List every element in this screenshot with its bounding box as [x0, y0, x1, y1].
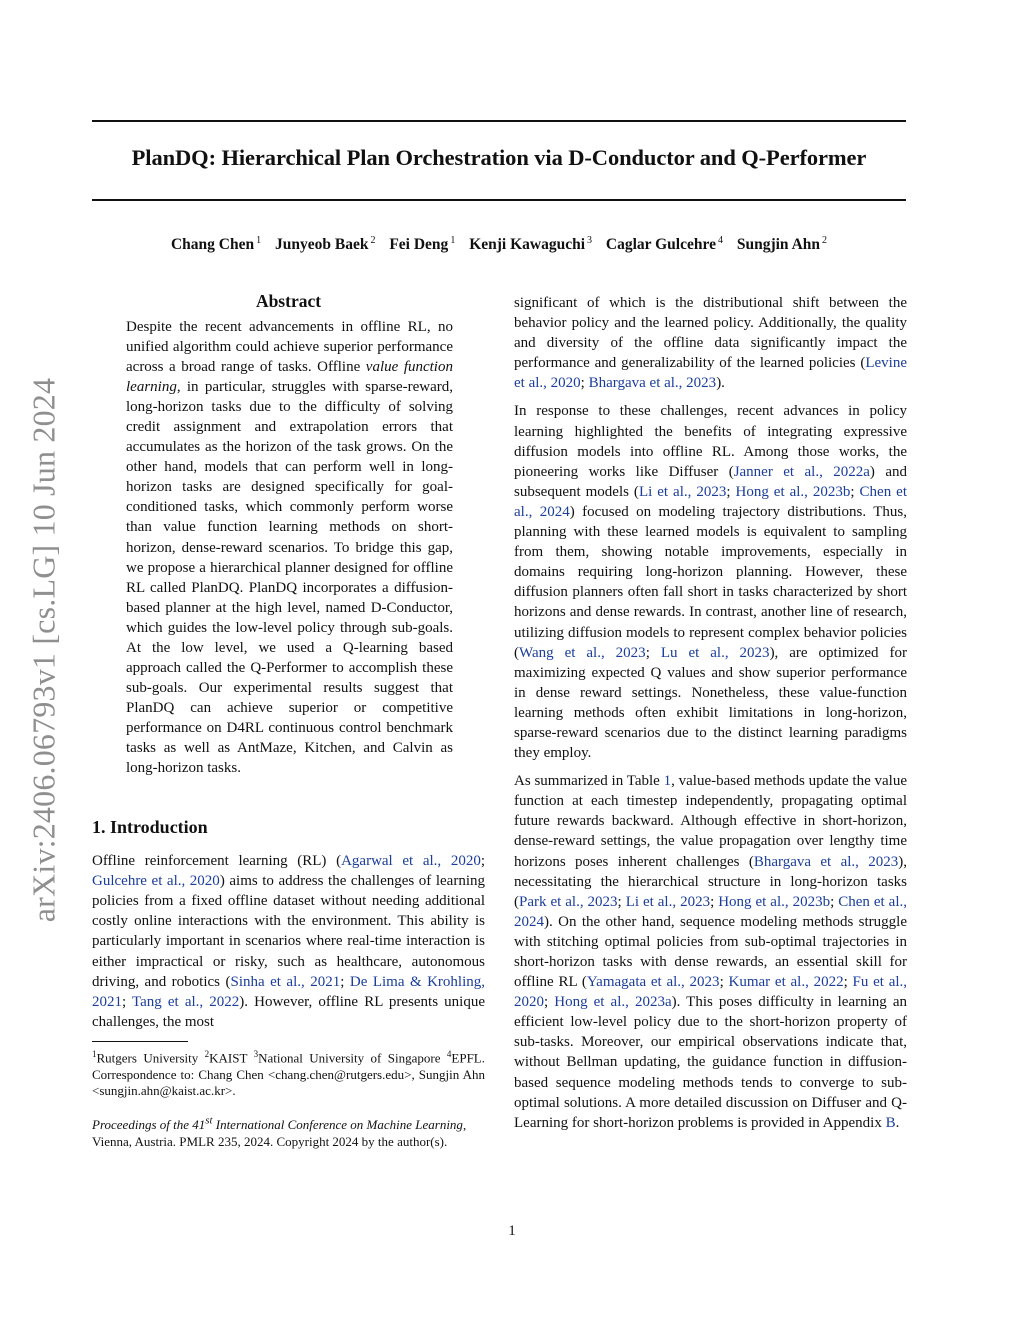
- citation-link[interactable]: Bhargava et al., 2023: [588, 375, 717, 392]
- author-name: Caglar Gulcehre: [605, 236, 716, 254]
- author-affiliation: 1: [256, 235, 262, 246]
- author-affiliation: 2: [370, 235, 376, 246]
- proceedings-note: Proceedings of the 41st International Conference on Machine Learning, Vienna, Austria. PMLR 235, 2024. Copyright 2024 by the author(s).: [92, 1115, 467, 1149]
- author-affiliation: 2: [822, 235, 827, 246]
- paper-title: PlanDQ: Hierarchical Plan Orchestration via D-Conductor and Q-Performer: [131, 145, 867, 170]
- citation-link[interactable]: Li et al., 2023: [638, 483, 727, 500]
- table-reference-link[interactable]: 1: [663, 773, 672, 790]
- citation-link[interactable]: Wang et al., 2023: [519, 644, 646, 661]
- author-affiliation: 1: [450, 235, 456, 246]
- citation-link[interactable]: Hong et al., 2023b: [735, 483, 851, 500]
- citation-link[interactable]: Yamagata et al., 2023: [586, 974, 720, 991]
- citation-link[interactable]: Hong et al., 2023b: [718, 893, 831, 910]
- citation-link[interactable]: Li et al., 2023: [625, 893, 711, 910]
- citation-link[interactable]: Lu et al., 2023: [660, 644, 770, 661]
- emphasis: value function learning: [126, 359, 453, 396]
- body-paragraph: significant of which is the distributional shift between the behavior policy and the learned policy. Additionally, the quality and diversity of the offline data significantly impact the performance and generalizability of the learned policies (Levine et al., 2020; Bhargava et al., 2023).: [514, 295, 907, 392]
- author-name: Fei Deng: [389, 236, 449, 254]
- citation-link[interactable]: Fu et al., 2020: [514, 974, 908, 1011]
- body-paragraph: As summarized in Table 1, value-based methods update the value function at each timestep independently, propagating optimal future rewards backward. Although effective in short-horizon, dense-reward settings, the value propagation over lengthy time horizons poses inherent challenges (Bhargava et al., 2023), necessitating the hierarchical structure in long-horizon tasks (Park et al., 2023; Li et al., 2023; Hong et al., 2023b; Chen et al., 2024). On the other hand, sequence modeling methods struggle with stitching optimal policies from sub-optimal trajectories in short-horizon tasks with dense rewards, an essential skill for offline RL (Yamagata et al., 2023; Kumar et al., 2022; Fu et al., 2020; Hong et al., 2023a). This poses difficulty in learning an efficient low-level policy due to the short-horizon property of sub-tasks. Moreover, our empirical observations indicate that, without Bellman updating, the guidance function in diffusion-based sequence modeling methods tends to converge to sub-optimal solutions. A more detailed discussion on Diffuser and Q-Learning for short-horizon problems is provided in Appendix B.: [514, 773, 908, 1131]
- footnote-rule: [92, 1041, 188, 1042]
- author-name: Chang Chen: [170, 236, 255, 254]
- title-top-rule: [92, 120, 906, 122]
- section-heading-introduction: 1. Introduction: [92, 817, 208, 838]
- author-affiliation: 3: [587, 235, 593, 246]
- author-affiliation: 4: [717, 235, 723, 246]
- author-name: Junyeob Baek: [274, 236, 369, 254]
- arxiv-identifier: arXiv:2406.06793v1 [cs.LG] 10 Jun 2024: [25, 377, 62, 923]
- citation-link[interactable]: Tang et al., 2022: [132, 993, 240, 1010]
- citation-link[interactable]: Chen et al., 2024: [514, 483, 907, 520]
- right-column: [514, 293, 907, 1133]
- appendix-reference-link[interactable]: B: [885, 1114, 896, 1131]
- body-paragraph: In response to these challenges, recent advances in policy learning highlighted the benefits of integrating expressive diffusion models into offline RL. Among those works, the pioneering works like Diffuser (Janner et al., 2022a) and subsequent models (Li et al., 2023; Hong et al., 2023b; Chen et al., 2024) focused on modeling trajectory distributions. Thus, planning with these learned models is equivalent to sampling from them, showing notable improvements, especially in domains requiring long-horizon planning. However, these diffusion planners often fall short in tasks characterized by short horizons and dense rewards. In contrast, another line of research, utilizing diffusion models to represent complex behavior policies (Wang et al., 2023; Lu et al., 2023), are optimized for maximizing expected Q values and show superior performance in dense reward settings. Nonetheless, these value-function learning methods often exhibit limitations in long-horizon, sparse-reward scenarios due to the distinct learning paradigms they employ.: [514, 403, 908, 762]
- citation-link[interactable]: Bhargava et al., 2023: [753, 853, 899, 870]
- citation-link[interactable]: Gulcehre et al., 2020: [92, 873, 220, 890]
- page-number: 1: [508, 1223, 516, 1239]
- author: [389, 236, 455, 253]
- citation-link[interactable]: Levine et al., 2020: [514, 355, 907, 392]
- title-bottom-rule: [92, 199, 906, 201]
- affiliation-footnote: $^1$Rutgers University $^2$KAIST $^3$National University of Singapore $^4$EPFL. Correspondence to: Chang Chen <chang.chen@rutgers.edu>, Sungjin Ahn <sungjin.ahn@kaist.ac.kr>.: [92, 1048, 485, 1098]
- author-name: Kenji Kawaguchi: [469, 236, 586, 254]
- author: [469, 236, 592, 253]
- intro-paragraph: Offline reinforcement learning (RL) (Agarwal et al., 2020; Gulcehre et al., 2020) aims to address the challenges of learning policies from a fixed offline dataset without needing additional costly online interactions with the environment. This ability is particularly important in scenarios where real-time interaction is either impractical or risky, such as healthcare, autonomous driving, and robotics (Sinha et al., 2021; De Lima & Krohling, 2021; Tang et al., 2022). However, offline RL presents unique challenges, the most: [92, 853, 485, 1030]
- left-column: [92, 290, 485, 1150]
- citation-link[interactable]: Chen et al., 2024: [514, 893, 907, 930]
- citation-link[interactable]: De Lima & Krohling, 2021: [92, 973, 485, 1010]
- citation-link[interactable]: Agarwal et al., 2020: [341, 853, 481, 870]
- author: [275, 236, 375, 253]
- author: [737, 236, 827, 253]
- abstract-body: Despite the recent advancements in offline RL, no unified algorithm could achieve superior performance across a broad range of tasks. Offline value function learning, in particular, struggles with sparse-reward, long-horizon tasks due to the difficulty of solving credit assignment and extrapolation errors that accumulates as the horizon of the task grows. On the other hand, models that can perform well in long-horizon tasks are designed specifically for goal-conditioned tasks, which commonly perform worse than value function learning methods on short-horizon, dense-reward scenarios. To bridge this gap, we propose a hierarchical planner designed for offline RL called PlanDQ. PlanDQ incorporates a diffusion-based planner at the high level, named D-Conductor, which guides the low-level policy through sub-goals. At the low level, we used a Q-learning based approach called the Q-Performer to accomplish these sub-goals. Our experimental results suggest that PlanDQ can achieve superior or competitive performance on D4RL continuous control benchmark tasks as well as AntMaze, Kitchen, and Calvin as long-horizon tasks.: [126, 319, 453, 777]
- abstract-heading: Abstract: [255, 291, 322, 311]
- citation-link[interactable]: Kumar et al., 2022: [728, 974, 844, 991]
- author: [171, 236, 261, 253]
- author-list: [92, 235, 906, 254]
- citation-link[interactable]: Hong et al., 2023a: [554, 994, 672, 1011]
- author-name: Sungjin Ahn: [736, 236, 820, 254]
- citation-link[interactable]: Janner et al., 2022a: [733, 463, 870, 480]
- author: [606, 236, 723, 253]
- citation-link[interactable]: Sinha et al., 2021: [230, 973, 341, 990]
- citation-link[interactable]: Park et al., 2023: [519, 893, 618, 910]
